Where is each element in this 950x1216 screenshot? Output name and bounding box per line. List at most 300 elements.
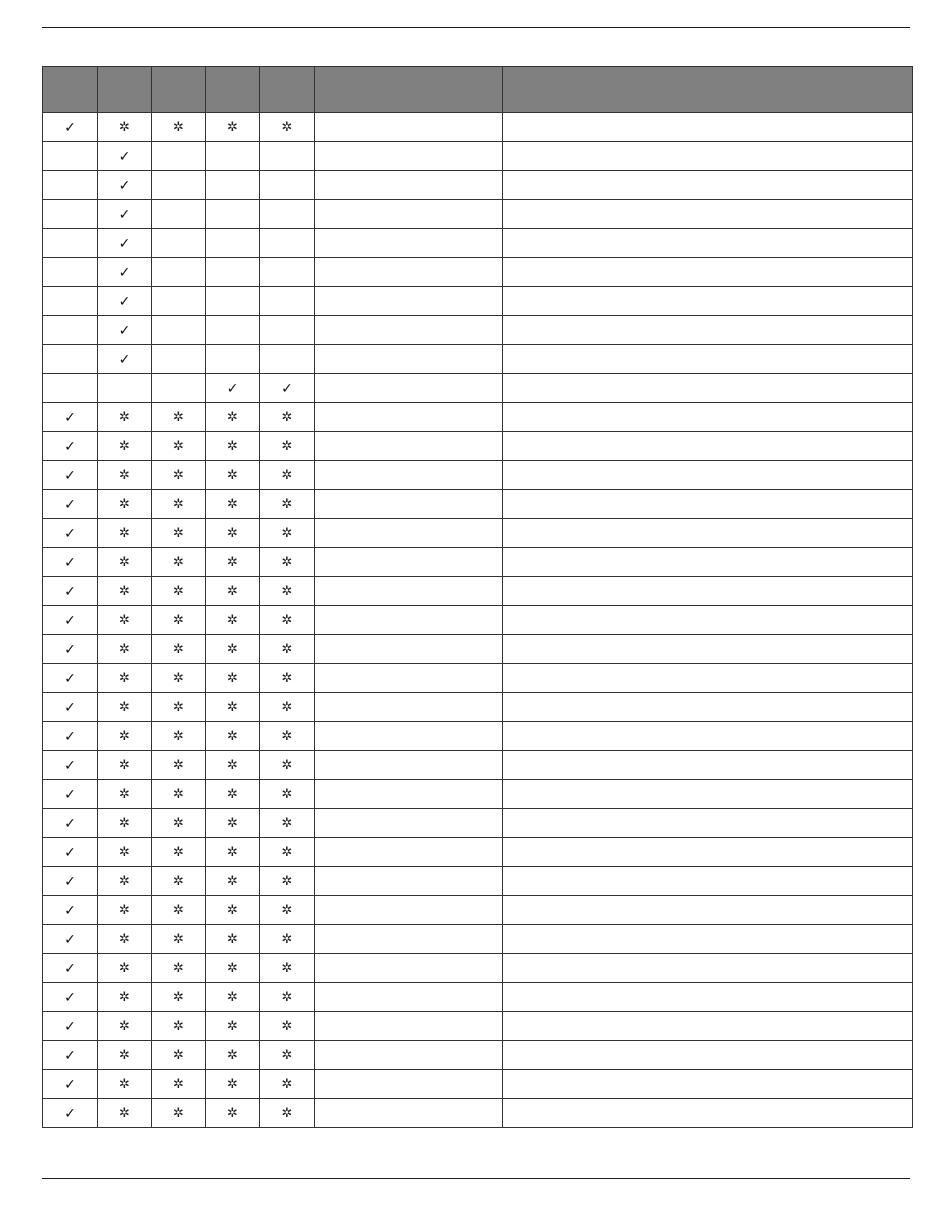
asterisk-icon: ✲ <box>119 409 130 425</box>
asterisk-icon: ✲ <box>173 612 184 628</box>
table-cell <box>98 432 152 461</box>
checkmark-icon: ✓ <box>118 351 131 368</box>
table-cell <box>43 896 98 925</box>
asterisk-icon: ✲ <box>119 960 130 976</box>
table-cell <box>503 490 913 519</box>
table-cell <box>98 461 152 490</box>
asterisk-icon: ✲ <box>119 438 130 454</box>
table-cell <box>503 983 913 1012</box>
asterisk-icon: ✲ <box>281 525 293 541</box>
table-cell <box>260 113 315 142</box>
asterisk-icon: ✲ <box>119 467 130 483</box>
table-cell <box>503 403 913 432</box>
table-cell <box>503 925 913 954</box>
table-cell <box>315 722 503 751</box>
checkmark-icon: ✓ <box>64 670 76 687</box>
table-cell <box>315 113 503 142</box>
table-cell <box>152 1070 206 1099</box>
table-cell <box>206 809 260 838</box>
table-cell <box>98 664 152 693</box>
asterisk-icon: ✲ <box>119 989 130 1005</box>
table-body <box>43 113 913 1128</box>
table-row <box>43 577 913 606</box>
checkmark-icon: ✓ <box>118 322 131 339</box>
asterisk-icon: ✲ <box>227 670 238 686</box>
table-cell <box>206 113 260 142</box>
checkmark-icon: ✓ <box>64 438 76 455</box>
table-row <box>43 925 913 954</box>
asterisk-icon: ✲ <box>173 467 184 483</box>
table-cell <box>98 548 152 577</box>
table-cell <box>43 606 98 635</box>
table-cell <box>98 751 152 780</box>
table-row <box>43 751 913 780</box>
asterisk-icon: ✲ <box>119 1076 130 1092</box>
asterisk-icon: ✲ <box>173 641 184 657</box>
asterisk-icon: ✲ <box>281 989 293 1005</box>
table-cell <box>503 1070 913 1099</box>
table-cell <box>260 809 315 838</box>
asterisk-icon: ✲ <box>173 583 184 599</box>
table-row <box>43 693 913 722</box>
table-cell <box>315 1012 503 1041</box>
table-cell <box>260 1012 315 1041</box>
asterisk-icon: ✲ <box>227 786 238 802</box>
table-cell <box>43 693 98 722</box>
asterisk-icon: ✲ <box>227 438 238 454</box>
asterisk-icon: ✲ <box>173 989 184 1005</box>
table-cell <box>152 635 206 664</box>
table-cell <box>315 432 503 461</box>
asterisk-icon: ✲ <box>173 496 184 512</box>
checkmark-icon: ✓ <box>64 844 76 861</box>
table-cell <box>315 461 503 490</box>
table-cell <box>260 838 315 867</box>
table-row <box>43 606 913 635</box>
asterisk-icon: ✲ <box>227 728 238 744</box>
table-cell <box>152 548 206 577</box>
table-cell <box>43 577 98 606</box>
table-cell <box>315 635 503 664</box>
asterisk-icon: ✲ <box>173 815 184 831</box>
table-cell <box>260 287 315 316</box>
asterisk-icon: ✲ <box>281 786 293 802</box>
table-cell <box>206 345 260 374</box>
asterisk-icon: ✲ <box>173 1047 184 1063</box>
table-cell <box>43 548 98 577</box>
table-cell <box>206 751 260 780</box>
checkmark-icon: ✓ <box>281 380 293 397</box>
table-cell <box>260 229 315 258</box>
table-cell <box>43 258 98 287</box>
checkmark-icon: ✓ <box>64 728 76 745</box>
table-cell <box>152 838 206 867</box>
table-cell <box>152 809 206 838</box>
header-cell <box>260 67 315 113</box>
table-row <box>43 896 913 925</box>
table-cell <box>260 403 315 432</box>
table-cell <box>315 374 503 403</box>
table-cell <box>43 983 98 1012</box>
asterisk-icon: ✲ <box>227 902 238 918</box>
table-cell <box>503 635 913 664</box>
table-cell <box>206 664 260 693</box>
asterisk-icon: ✲ <box>227 757 238 773</box>
table-cell <box>43 751 98 780</box>
table-row <box>43 258 913 287</box>
table-cell <box>260 751 315 780</box>
table-cell <box>98 316 152 345</box>
table-row <box>43 1099 913 1128</box>
table-cell <box>260 171 315 200</box>
table-row <box>43 548 913 577</box>
asterisk-icon: ✲ <box>173 902 184 918</box>
table-cell <box>206 403 260 432</box>
asterisk-icon: ✲ <box>119 931 130 947</box>
table-cell <box>315 548 503 577</box>
checkmark-icon: ✓ <box>64 931 76 948</box>
checkmark-icon: ✓ <box>64 612 76 629</box>
table-cell <box>503 780 913 809</box>
asterisk-icon: ✲ <box>227 467 238 483</box>
table-row <box>43 983 913 1012</box>
table-row <box>43 287 913 316</box>
table-cell <box>315 664 503 693</box>
table-cell <box>98 113 152 142</box>
table-cell <box>43 142 98 171</box>
table-cell <box>206 867 260 896</box>
checkmark-icon: ✓ <box>64 1047 76 1064</box>
table-cell <box>98 1012 152 1041</box>
table-cell <box>152 403 206 432</box>
checkmark-icon: ✓ <box>64 786 76 803</box>
checkmark-icon: ✓ <box>64 554 76 571</box>
table-cell <box>260 780 315 809</box>
asterisk-icon: ✲ <box>281 844 293 860</box>
asterisk-icon: ✲ <box>281 119 293 135</box>
table-cell <box>260 577 315 606</box>
asterisk-icon: ✲ <box>281 670 293 686</box>
asterisk-icon: ✲ <box>227 119 238 135</box>
table-cell <box>152 896 206 925</box>
table-cell <box>260 664 315 693</box>
table-row <box>43 519 913 548</box>
table-row <box>43 722 913 751</box>
table-cell <box>206 548 260 577</box>
asterisk-icon: ✲ <box>281 1047 293 1063</box>
checkmark-icon: ✓ <box>64 525 76 542</box>
table-cell <box>43 722 98 751</box>
asterisk-icon: ✲ <box>119 583 130 599</box>
table-cell <box>206 490 260 519</box>
table-cell <box>503 954 913 983</box>
checkmark-icon: ✓ <box>118 293 131 310</box>
table-cell <box>503 519 913 548</box>
header-cell <box>152 67 206 113</box>
table-cell <box>206 838 260 867</box>
table-cell <box>152 316 206 345</box>
table-cell <box>315 200 503 229</box>
asterisk-icon: ✲ <box>281 699 293 715</box>
asterisk-icon: ✲ <box>119 1105 130 1121</box>
table-cell <box>315 490 503 519</box>
top-rule <box>42 27 910 28</box>
asterisk-icon: ✲ <box>227 554 238 570</box>
asterisk-icon: ✲ <box>173 670 184 686</box>
table-cell <box>206 316 260 345</box>
table-cell <box>315 1041 503 1070</box>
table-cell <box>98 229 152 258</box>
table-cell <box>152 142 206 171</box>
table-cell <box>206 200 260 229</box>
table-row <box>43 142 913 171</box>
asterisk-icon: ✲ <box>119 728 130 744</box>
checkmark-icon: ✓ <box>64 1076 76 1093</box>
asterisk-icon: ✲ <box>119 844 130 860</box>
table-cell <box>98 577 152 606</box>
asterisk-icon: ✲ <box>173 525 184 541</box>
table-cell <box>43 200 98 229</box>
asterisk-icon: ✲ <box>173 728 184 744</box>
header-row <box>43 67 913 113</box>
header-cell <box>503 67 913 113</box>
header-cell <box>43 67 98 113</box>
asterisk-icon: ✲ <box>281 960 293 976</box>
table-cell <box>503 113 913 142</box>
table-cell <box>260 200 315 229</box>
table-cell <box>315 780 503 809</box>
table-cell <box>315 519 503 548</box>
table-cell <box>503 606 913 635</box>
table-cell <box>152 983 206 1012</box>
asterisk-icon: ✲ <box>119 815 130 831</box>
table-cell <box>98 142 152 171</box>
table-cell <box>152 693 206 722</box>
asterisk-icon: ✲ <box>227 960 238 976</box>
asterisk-icon: ✲ <box>119 612 130 628</box>
table-cell <box>152 258 206 287</box>
asterisk-icon: ✲ <box>119 554 130 570</box>
table-cell <box>503 751 913 780</box>
table-cell <box>98 925 152 954</box>
table-cell <box>43 345 98 374</box>
checkmark-icon: ✓ <box>64 496 76 513</box>
checkmark-icon: ✓ <box>118 148 131 165</box>
asterisk-icon: ✲ <box>173 699 184 715</box>
asterisk-icon: ✲ <box>173 1105 184 1121</box>
table-cell <box>260 606 315 635</box>
table-cell <box>43 809 98 838</box>
checkmark-icon: ✓ <box>64 815 76 832</box>
table-cell <box>98 954 152 983</box>
table-cell <box>260 432 315 461</box>
table-row <box>43 403 913 432</box>
table-cell <box>152 1041 206 1070</box>
asterisk-icon: ✲ <box>173 873 184 889</box>
table-cell <box>315 751 503 780</box>
asterisk-icon: ✲ <box>119 786 130 802</box>
table-cell <box>503 200 913 229</box>
table-row <box>43 1012 913 1041</box>
table-cell <box>260 722 315 751</box>
checkmark-icon: ✓ <box>64 1105 76 1122</box>
table-cell <box>206 258 260 287</box>
table-row <box>43 780 913 809</box>
table-row <box>43 432 913 461</box>
asterisk-icon: ✲ <box>173 757 184 773</box>
asterisk-icon: ✲ <box>227 641 238 657</box>
asterisk-icon: ✲ <box>281 757 293 773</box>
table-cell <box>98 519 152 548</box>
checkmark-icon: ✓ <box>118 235 131 252</box>
table-cell <box>98 374 152 403</box>
table-cell <box>260 954 315 983</box>
table-cell <box>98 867 152 896</box>
asterisk-icon: ✲ <box>281 815 293 831</box>
data-table <box>42 66 913 1128</box>
asterisk-icon: ✲ <box>227 815 238 831</box>
table-row <box>43 316 913 345</box>
table-cell <box>503 548 913 577</box>
asterisk-icon: ✲ <box>227 1047 238 1063</box>
asterisk-icon: ✲ <box>227 1018 238 1034</box>
table-cell <box>43 780 98 809</box>
table-cell <box>43 229 98 258</box>
table-cell <box>98 171 152 200</box>
table-cell <box>503 664 913 693</box>
table-row <box>43 461 913 490</box>
table-cell <box>503 171 913 200</box>
table-cell <box>206 635 260 664</box>
asterisk-icon: ✲ <box>281 873 293 889</box>
table-cell <box>260 983 315 1012</box>
checkmark-icon: ✓ <box>118 264 131 281</box>
table-cell <box>98 1041 152 1070</box>
header-cell <box>98 67 152 113</box>
table-cell <box>152 954 206 983</box>
asterisk-icon: ✲ <box>281 496 293 512</box>
table-cell <box>43 1041 98 1070</box>
checkmark-icon: ✓ <box>64 119 76 136</box>
table-cell <box>206 1012 260 1041</box>
table-cell <box>206 142 260 171</box>
table-cell <box>152 577 206 606</box>
asterisk-icon: ✲ <box>173 554 184 570</box>
asterisk-icon: ✲ <box>119 525 130 541</box>
table-cell <box>43 867 98 896</box>
table-cell <box>315 345 503 374</box>
table-row <box>43 635 913 664</box>
table-cell <box>503 1012 913 1041</box>
table-cell <box>206 1041 260 1070</box>
table-cell <box>98 345 152 374</box>
asterisk-icon: ✲ <box>227 699 238 715</box>
table-cell <box>98 490 152 519</box>
checkmark-icon: ✓ <box>64 409 76 426</box>
table-cell <box>43 432 98 461</box>
table-cell <box>315 809 503 838</box>
asterisk-icon: ✲ <box>119 873 130 889</box>
table-cell <box>260 490 315 519</box>
table-cell <box>206 461 260 490</box>
table-cell <box>152 432 206 461</box>
table-cell <box>315 838 503 867</box>
asterisk-icon: ✲ <box>173 931 184 947</box>
asterisk-icon: ✲ <box>227 409 238 425</box>
table-cell <box>315 229 503 258</box>
asterisk-icon: ✲ <box>119 757 130 773</box>
table-cell <box>98 838 152 867</box>
asterisk-icon: ✲ <box>281 1076 293 1092</box>
asterisk-icon: ✲ <box>227 931 238 947</box>
table-cell <box>43 287 98 316</box>
table-cell <box>315 142 503 171</box>
table-cell <box>503 867 913 896</box>
table-cell <box>152 1012 206 1041</box>
asterisk-icon: ✲ <box>119 902 130 918</box>
table-cell <box>98 896 152 925</box>
table-cell <box>206 954 260 983</box>
table-cell <box>43 1012 98 1041</box>
table-row <box>43 229 913 258</box>
table-row <box>43 867 913 896</box>
asterisk-icon: ✲ <box>281 902 293 918</box>
table-cell <box>98 606 152 635</box>
table-cell <box>260 374 315 403</box>
table-cell <box>206 1070 260 1099</box>
table-cell <box>206 925 260 954</box>
asterisk-icon: ✲ <box>281 612 293 628</box>
table-cell <box>503 461 913 490</box>
table-cell <box>206 287 260 316</box>
table-row <box>43 1041 913 1070</box>
table-cell <box>206 606 260 635</box>
table-cell <box>98 780 152 809</box>
table-row <box>43 345 913 374</box>
table-cell <box>206 693 260 722</box>
asterisk-icon: ✲ <box>119 496 130 512</box>
table-cell <box>152 925 206 954</box>
table-cell <box>503 722 913 751</box>
table-cell <box>43 1070 98 1099</box>
table-cell <box>152 606 206 635</box>
asterisk-icon: ✲ <box>173 1018 184 1034</box>
asterisk-icon: ✲ <box>173 960 184 976</box>
table-cell <box>152 229 206 258</box>
table-cell <box>315 287 503 316</box>
table-cell <box>43 490 98 519</box>
table-cell <box>43 925 98 954</box>
table-cell <box>260 548 315 577</box>
asterisk-icon: ✲ <box>227 873 238 889</box>
checkmark-icon: ✓ <box>118 206 131 223</box>
table-cell <box>503 229 913 258</box>
table-cell <box>43 316 98 345</box>
checkmark-icon: ✓ <box>226 380 239 397</box>
table-cell <box>503 577 913 606</box>
table-cell <box>43 461 98 490</box>
table-cell <box>503 896 913 925</box>
header-cell <box>206 67 260 113</box>
table-cell <box>43 403 98 432</box>
table-cell <box>98 403 152 432</box>
table-cell <box>98 1070 152 1099</box>
table-cell <box>503 809 913 838</box>
asterisk-icon: ✲ <box>281 438 293 454</box>
table-cell <box>315 925 503 954</box>
table-cell <box>260 635 315 664</box>
checkmark-icon: ✓ <box>64 960 76 977</box>
